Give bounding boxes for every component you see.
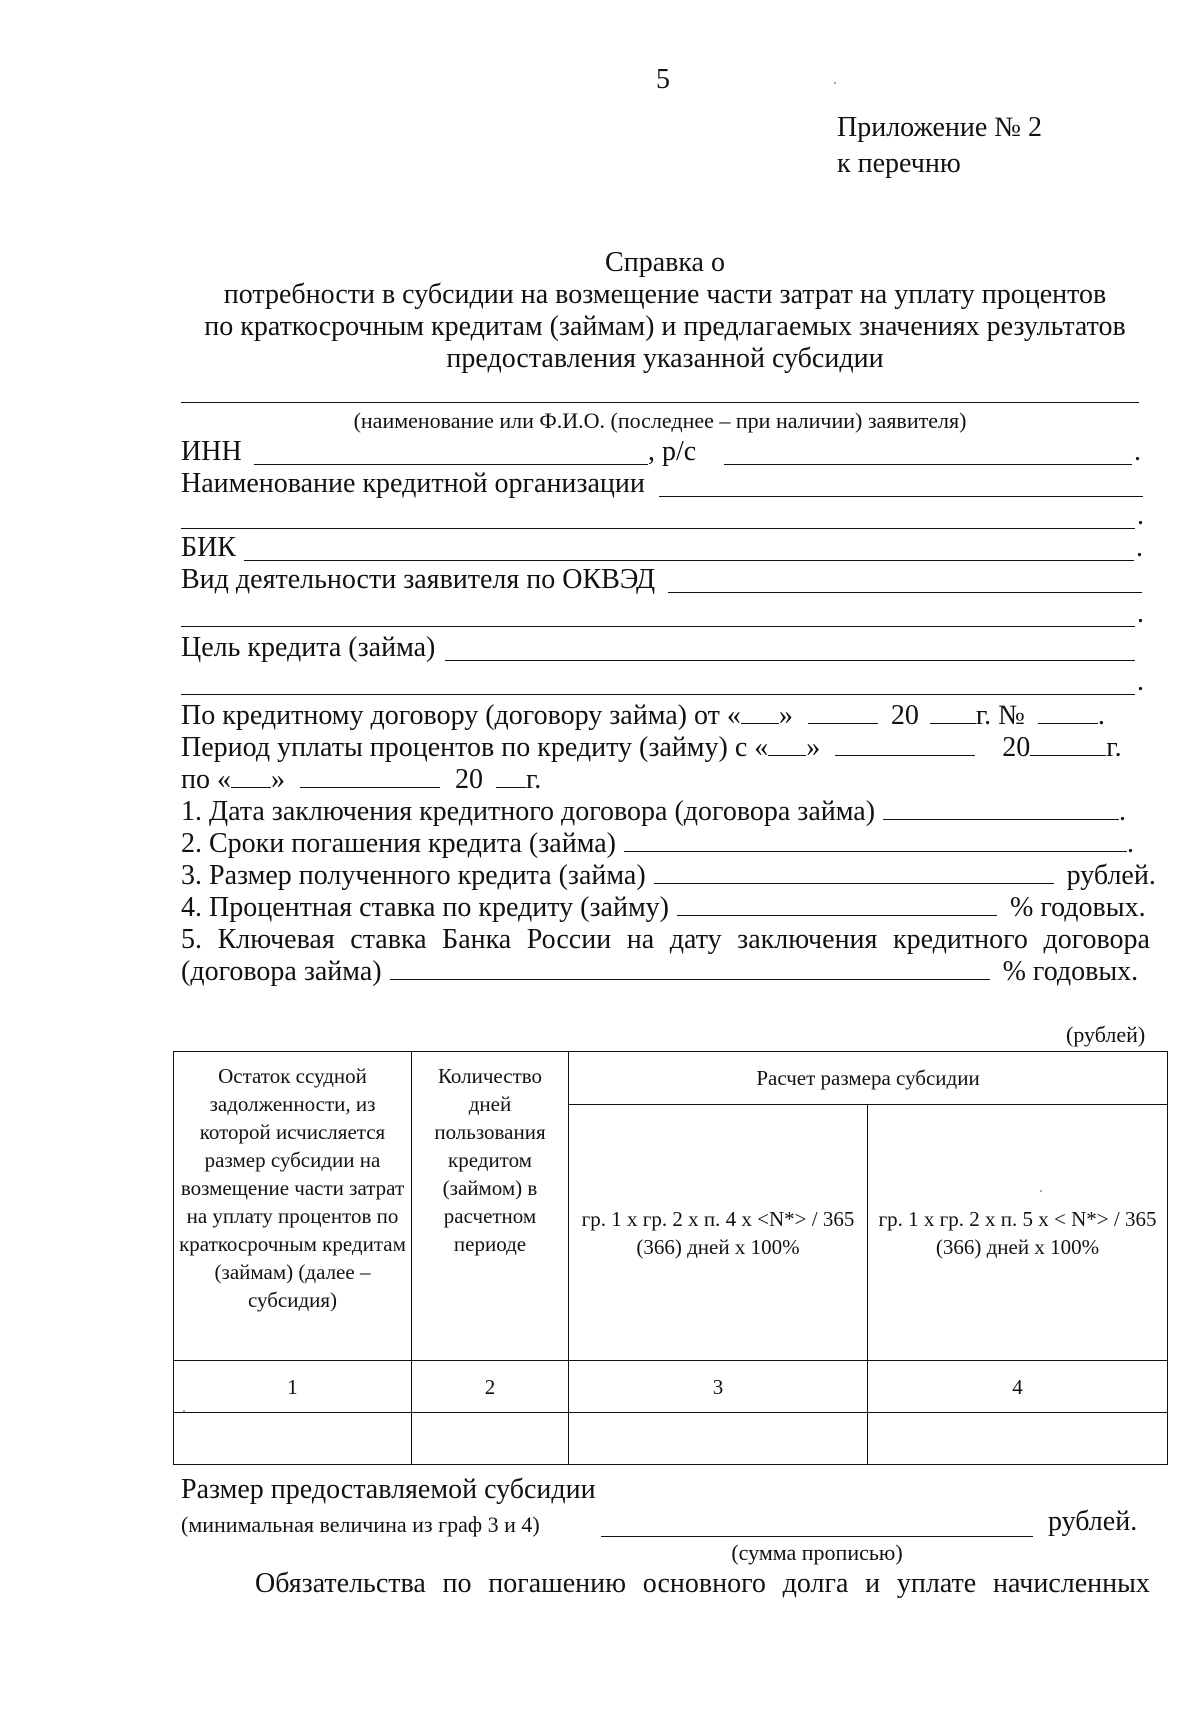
item-3: 3. Размер полученного кредита (займа) рублей.: [181, 860, 1156, 891]
okved-field[interactable]: [668, 592, 1142, 593]
account-label: , р/с: [648, 436, 697, 467]
key-rate-field[interactable]: [390, 957, 990, 980]
period-from-day-field[interactable]: [768, 733, 806, 756]
subsidy-caption: (сумма прописью): [731, 1540, 903, 1565]
group-header-calculation: Расчет размера субсидии: [569, 1052, 1168, 1105]
account-field[interactable]: [724, 464, 1132, 465]
period-line: Период уплаты процентов по кредиту (займу) с « » 20 г.: [181, 732, 1122, 763]
credit-amount-field[interactable]: [654, 861, 1054, 884]
period-from-year-field[interactable]: [1030, 733, 1106, 756]
page-number: 5: [656, 64, 670, 95]
table-cell-calc-4[interactable]: [868, 1413, 1168, 1465]
column-number: 4: [868, 1361, 1168, 1413]
subsidy-unit: рублей.: [1048, 1506, 1138, 1537]
subsidy-label: Размер предоставляемой субсидии: [181, 1474, 596, 1505]
table-cell-calc-3[interactable]: [569, 1413, 868, 1465]
period-from-month-field[interactable]: [835, 733, 975, 756]
applicant-name-field[interactable]: [181, 402, 1139, 403]
okved-label: Вид деятельности заявителя по ОКВЭД: [181, 564, 656, 595]
repayment-terms-field[interactable]: [624, 829, 1127, 852]
inn-field[interactable]: [254, 464, 648, 465]
title-line-4: предоставления указанной субсидии: [446, 343, 884, 374]
subsidy-calculation-table: [173, 1051, 1168, 1465]
inn-label: ИНН: [181, 436, 242, 467]
contract-month-field[interactable]: [808, 701, 878, 724]
column-header-formula-key-rate-item4: гр. 1 х гр. 2 х п. 4 х <N*> / 365 (366) дней х 100%: [569, 1105, 868, 1361]
title-line-2: потребности в субсидии на возмещение части затрат на уплату процентов: [223, 279, 1107, 310]
table-cell-loan-balance[interactable]: [174, 1413, 412, 1465]
column-number: 1: [174, 1361, 412, 1413]
column-header-formula-key-rate-item5: гр. 1 х гр. 2 х п. 5 х < N*> / 365 (366) дней х 100%: [868, 1105, 1168, 1361]
column-header-days: Количество дней пользования кредитом (займом) в расчетном периоде: [412, 1052, 569, 1361]
applicant-caption: (наименование или Ф.И.О. (последнее – при наличии) заявителя): [353, 408, 967, 433]
contract-number-field[interactable]: [1038, 701, 1098, 724]
period-to-line: по « » 20 г.: [181, 764, 542, 795]
column-number: 2: [412, 1361, 569, 1413]
bik-label: БИК: [181, 532, 236, 563]
period-to-day-field[interactable]: [231, 765, 271, 788]
contract-year-field[interactable]: [930, 701, 976, 724]
item-1: 1. Дата заключения кредитного договора (договора займа) .: [181, 796, 1127, 827]
purpose-field-line-2[interactable]: [181, 694, 1135, 695]
bik-field[interactable]: [244, 560, 1134, 561]
item-2: 2. Сроки погашения кредита (займа) .: [181, 828, 1134, 859]
contract-date-field[interactable]: [883, 797, 1119, 820]
subsidy-note: (минимальная величина из граф 3 и 4): [181, 1512, 540, 1537]
table-unit: (рублей): [1066, 1022, 1146, 1047]
purpose-label: Цель кредита (займа): [181, 632, 436, 663]
period-to-year-field[interactable]: [496, 765, 526, 788]
purpose-field[interactable]: [445, 660, 1135, 661]
column-header-loan-balance: Остаток ссудной задолженности, из которой исчисляется размер субсидии на возмещение части затрат на уплату процентов по краткосрочным кредитам (займам) (далее – субсидия): [174, 1052, 412, 1361]
bank-field[interactable]: [659, 496, 1143, 497]
obligations-paragraph: Обязательства по погашению основного долга и уплате начисленных: [255, 1568, 1150, 1599]
appendix-number: Приложение № 2: [837, 112, 1042, 143]
contract-line: По кредитному договору (договору займа) от « » 20 г. № .: [181, 700, 1105, 731]
item-5-line-1: 5. Ключевая ставка Банка России на дату заключения кредитного договора: [181, 924, 1150, 955]
title-line-1: Справка о: [605, 247, 725, 278]
period-to-month-field[interactable]: [300, 765, 440, 788]
okved-field-line-2[interactable]: [181, 626, 1135, 627]
table-cell-days[interactable]: [412, 1413, 569, 1465]
bank-field-line-2[interactable]: [181, 528, 1135, 529]
contract-day-field[interactable]: [741, 701, 779, 724]
title-line-3: по краткосрочным кредитам (займам) и предлагаемых значениях результатов: [204, 311, 1126, 342]
item-4: 4. Процентная ставка по кредиту (займу) % годовых.: [181, 892, 1146, 923]
subsidy-amount-field[interactable]: [601, 1536, 1033, 1537]
column-number: 3: [569, 1361, 868, 1413]
item-5-line-2: (договора займа) % годовых.: [181, 956, 1139, 987]
appendix-reference: к перечню: [837, 148, 961, 179]
interest-rate-field[interactable]: [677, 893, 997, 916]
bank-label: Наименование кредитной организации: [181, 468, 645, 499]
